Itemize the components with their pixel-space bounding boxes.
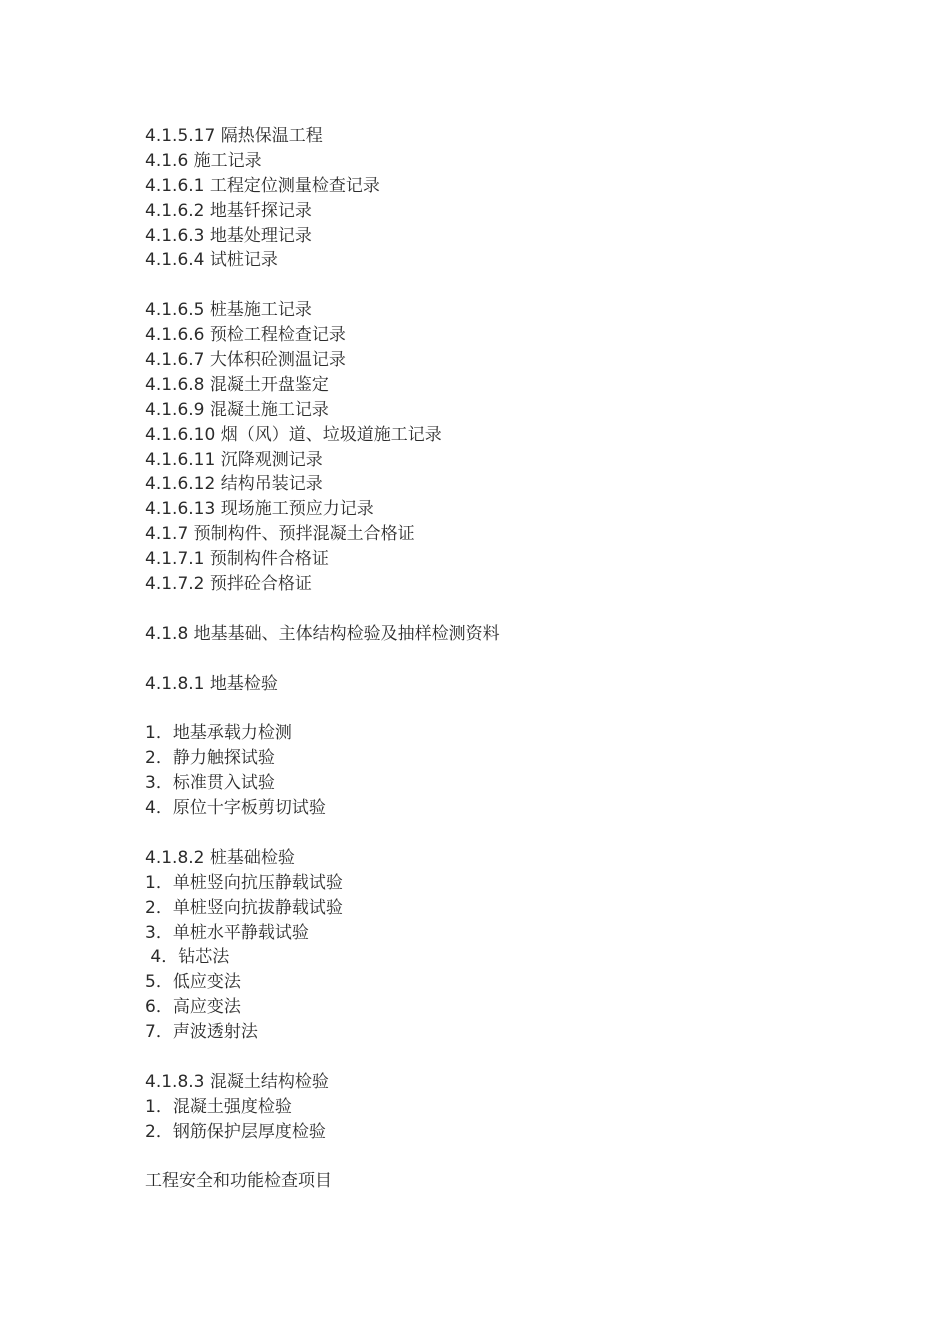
- text-line: 4.1.6.9 混凝土施工记录: [145, 399, 329, 420]
- text-line: 4.1.7.1 预制构件合格证: [145, 549, 329, 570]
- list-item: 4．原位十字板剪切试验: [145, 798, 326, 819]
- text-line: 4.1.6.4 试桩记录: [145, 250, 278, 271]
- text-line: 4.1.5.17 隔热保温工程: [145, 126, 323, 146]
- subsection-heading: 4.1.8.1 地基检验: [145, 673, 278, 694]
- text-line: 4.1.6.11 沉降观测记录: [145, 449, 323, 470]
- text-line: 4.1.7.2 预拌砼合格证: [145, 574, 312, 595]
- list-item: 4．钻芯法: [145, 947, 230, 968]
- blank-line: [145, 597, 905, 622]
- blank-line: [145, 1045, 905, 1070]
- text-line: 4.1.6.3 地基处理记录: [145, 225, 312, 246]
- list-item: 2．单桩竖向抗拔静载试验: [145, 897, 343, 918]
- text-line: 4.1.6.2 地基钎探记录: [145, 200, 312, 221]
- list-item: 2．钢筋保护层厚度检验: [145, 1121, 326, 1142]
- subsection-heading: 4.1.8.3 混凝土结构检验: [145, 1071, 329, 1092]
- text-line: 4.1.6.5 桩基施工记录: [145, 300, 312, 321]
- list-item: 3．标准贯入试验: [145, 773, 275, 794]
- text-line: 4.1.6.10 烟（风）道、垃圾道施工记录: [145, 424, 442, 445]
- list-item: 3．单桩水平静载试验: [145, 922, 309, 943]
- blank-line: [145, 647, 905, 672]
- list-item: 2．静力触探试验: [145, 748, 275, 769]
- list-item: 1．地基承载力检测: [145, 723, 292, 744]
- text-line: 4.1.6.13 现场施工预应力记录: [145, 499, 374, 520]
- blank-line: [145, 821, 905, 846]
- blank-line: [145, 273, 905, 298]
- list-item: 7．声波透射法: [145, 1022, 258, 1043]
- text-line: 4.1.6.1 工程定位测量检查记录: [145, 175, 380, 196]
- section-heading: 4.1.8 地基基础、主体结构检验及抽样检测资料: [145, 623, 500, 644]
- blank-line: [145, 1145, 905, 1170]
- document-body: [145, 124, 905, 1194]
- list-item: 6．高应变法: [145, 997, 241, 1018]
- text-line: 4.1.6.8 混凝土开盘鉴定: [145, 374, 329, 395]
- list-item: 5．低应变法: [145, 972, 241, 993]
- list-item: 1．单桩竖向抗压静载试验: [145, 872, 343, 893]
- blank-line: [145, 696, 905, 721]
- subsection-heading: 4.1.8.2 桩基础检验: [145, 847, 295, 868]
- section-heading: 工程安全和功能检查项目: [145, 1171, 332, 1192]
- list-item: 1．混凝土强度检验: [145, 1096, 292, 1117]
- text-line: 4.1.6.6 预检工程检查记录: [145, 325, 346, 346]
- text-line: 4.1.6.12 结构吊装记录: [145, 474, 323, 495]
- text-line: 4.1.6.7 大体积砼测温记录: [145, 350, 346, 371]
- section-heading: 4.1.6 施工记录: [145, 150, 262, 171]
- section-heading: 4.1.7 预制构件、预拌混凝土合格证: [145, 524, 415, 545]
